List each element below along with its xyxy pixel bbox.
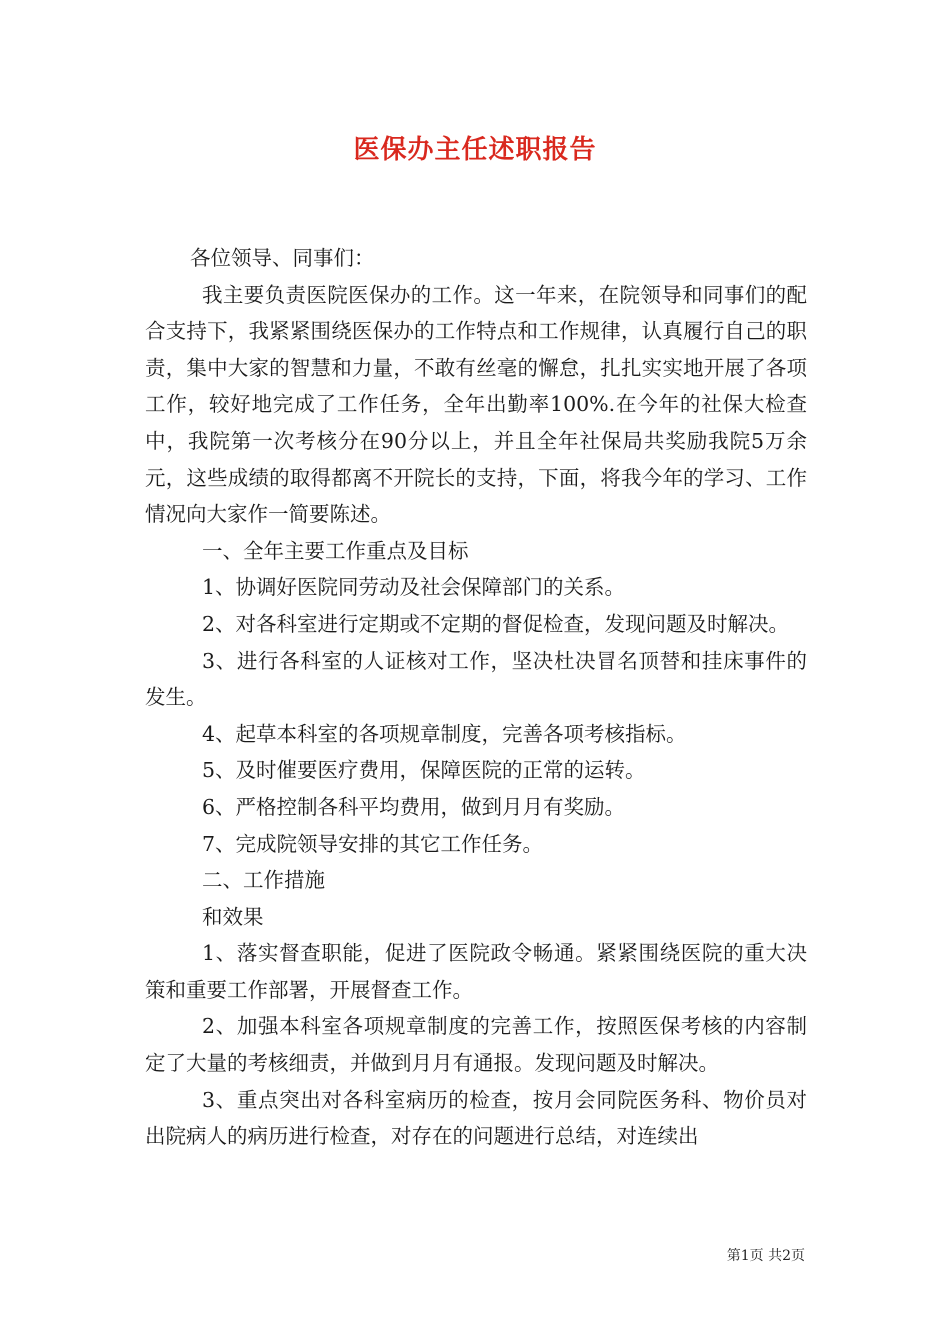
- footer-suffix: 页: [791, 1248, 805, 1264]
- list-item: 3、进行各科室的人证核对工作，坚决杜决冒名顶替和挂床事件的发生。: [145, 648, 807, 710]
- footer-total-pages: 2: [782, 1248, 791, 1264]
- footer-prefix: 第: [726, 1248, 741, 1264]
- list-item: 3、重点突出对各科室病历的检查，按月会同院医务科、物价员对出院病人的病历进行检查，对存在的问题进行总结，对连续出: [145, 1087, 807, 1149]
- footer-middle: 页 共: [749, 1248, 783, 1264]
- document-title: 医保办主任述职报告: [353, 135, 597, 165]
- document-body: [145, 240, 807, 1155]
- list-item: 4、起草本科室的各项规章制度，完善各项考核指标。: [202, 721, 687, 746]
- list-item: 1、落实督查职能，促进了医院政令畅通。紧紧围绕医院的重大决策和重要工作部署，开展督查工作。: [145, 941, 807, 1002]
- list-item: 7、完成院领导安排的其它工作任务。: [202, 831, 544, 856]
- list-item: 2、对各科室进行定期或不定期的督促检查，发现问题及时解决。: [202, 611, 790, 636]
- section-heading-2: 二、工作措施: [202, 868, 325, 893]
- page-footer: [727, 1246, 805, 1266]
- salutation: 各位领导、同事们：: [190, 246, 375, 270]
- footer-current-page: 1: [740, 1248, 750, 1264]
- section-heading-2-continued: 和效果: [202, 904, 264, 929]
- list-item: 6、严格控制各科平均费用，做到月月有奖励。: [202, 794, 626, 819]
- section-heading-1: 一、全年主要工作重点及目标: [202, 538, 469, 563]
- list-item: 5、及时催要医疗费用，保障医院的正常的运转。: [202, 758, 646, 783]
- list-item: 1、协调好医院同劳动及社会保障部门的关系。: [202, 575, 626, 600]
- list-item: 2、加强本科室各项规章制度的完善工作，按照医保考核的内容制定了大量的考核细责，并做到月月有通报。发现问题及时解决。: [145, 1014, 807, 1076]
- intro-paragraph: 我主要负责医院医保办的工作。这一年来，在院领导和同事们的配合支持下，我紧紧围绕医保办的工作特点和工作规律，认真履行自己的职责，集中大家的智慧和力量，不敢有丝毫的懈怠，扎扎实实地开展了各项工作，较好地完成了工作任务，全年出勤率100%.在今年的社保大检查中，我院第一次考核分在90分以上，并且全年社保局共奖励我院5万余元，这些成绩的取得都离不开院长的支持，下面，将我今年的学习、工作情况向大家作一简要陈述。: [145, 282, 807, 527]
